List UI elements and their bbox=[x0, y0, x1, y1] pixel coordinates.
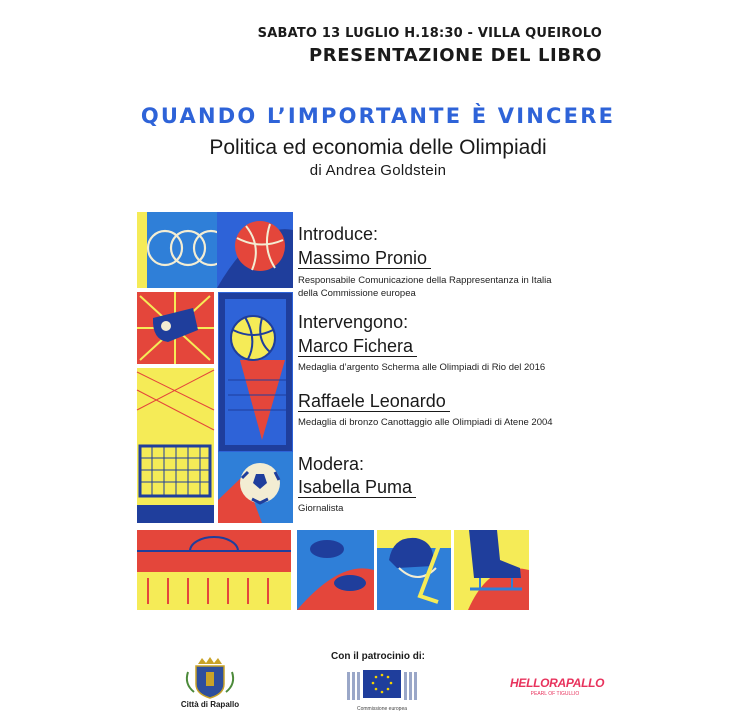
rings-tile bbox=[137, 212, 228, 288]
speaker-role: Medaglia di bronzo Canottaggio alle Olimpiadi di Atene 2004 bbox=[298, 417, 553, 428]
moderator-label: Modera: bbox=[298, 454, 365, 474]
introducer-block bbox=[298, 248, 431, 269]
city-name: Città di Rapallo bbox=[180, 700, 240, 709]
soccer-tile bbox=[218, 452, 293, 523]
volleyball-tile bbox=[218, 292, 293, 452]
skate-tile bbox=[454, 530, 529, 610]
goal-tile bbox=[137, 368, 214, 523]
puck-tile bbox=[297, 530, 374, 610]
event-date-location: SABATO 13 LUGLIO H.18:30 - VILLA QUEIROLO bbox=[257, 26, 602, 41]
introducer-name: Massimo Pronio bbox=[298, 248, 431, 269]
presentation-heading: PRESENTAZIONE DEL LIBRO bbox=[309, 45, 602, 66]
whistle-tile bbox=[137, 292, 214, 364]
introduce-label: Introduce: bbox=[298, 224, 379, 244]
soccer-ball-icon bbox=[240, 463, 280, 503]
speakers-label: Intervengono: bbox=[298, 312, 409, 332]
moderator-name: Isabella Puma bbox=[298, 477, 416, 498]
eu-caption: Commissione europea bbox=[356, 706, 408, 712]
speaker-role: Medaglia d’argento Scherma alle Olimpiadi di Rio del 2016 bbox=[298, 362, 546, 373]
introducer-role-line2: della Commissione europea bbox=[298, 288, 416, 299]
introducer-role-line1: Responsabile Comunicazione della Rappresentanza in Italia bbox=[298, 275, 552, 286]
moderator-block bbox=[298, 477, 416, 498]
speaker-block bbox=[298, 391, 450, 412]
hello-rapallo-logo: HELLORAPALLO bbox=[510, 676, 605, 690]
hello-rapallo-tagline: PEARL OF TIGULLIO bbox=[530, 691, 580, 697]
basketball-icon bbox=[235, 221, 285, 271]
basketball-tile bbox=[217, 212, 293, 288]
speaker-name: Raffaele Leonardo bbox=[298, 391, 450, 412]
book-author: di Andrea Goldstein bbox=[309, 162, 447, 179]
speaker-name: Marco Fichera bbox=[298, 336, 417, 357]
speaker-block bbox=[298, 336, 417, 357]
city-crest-icon bbox=[180, 654, 240, 700]
book-subtitle: Politica ed economia delle Olimpiadi bbox=[209, 136, 547, 159]
book-title: QUANDO L’IMPORTANTE È VINCERE bbox=[140, 104, 616, 128]
patronage-label: Con il patrocinio di: bbox=[331, 651, 425, 662]
helmet-tile bbox=[377, 530, 451, 610]
eu-flag-icon bbox=[345, 666, 419, 706]
field-tile bbox=[137, 530, 291, 610]
volleyball-icon bbox=[231, 316, 275, 360]
moderator-role: Giornalista bbox=[298, 503, 344, 514]
